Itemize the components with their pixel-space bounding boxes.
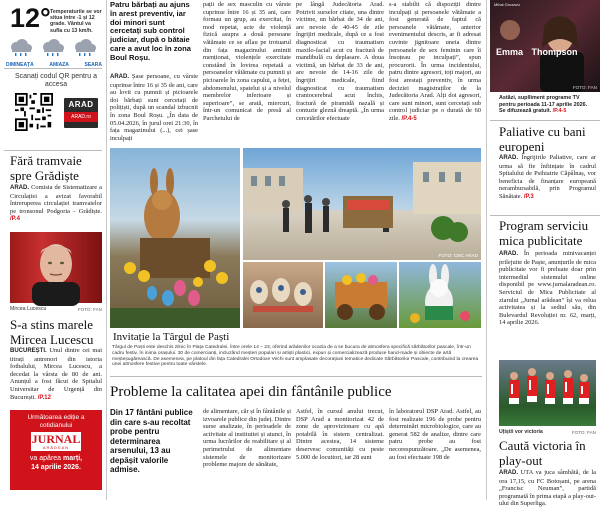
service-text: ARAD. În perioada minivacanței prilejuite de Paște, anunțurile de mica publicitate vor fi preluate doar prin intermediul sistemului online disponibil pe www.jurnalaradean.ro. Serviciul de Mica Publicitate al ziarului „Jurnal arădean” își va relua activitatea și la sediul său, din Bulevardul Revoluției nr. 62, marți, 14 aprilie 2026. [499, 250, 596, 327]
promo-logo: JURNAL ARĂDEAN [31, 432, 81, 450]
market-title[interactable]: Invitație la Târgul de Paști [113, 331, 230, 343]
lucescu-photo [10, 232, 102, 303]
weather-noon: AMIAZA [49, 62, 69, 68]
arad-badge: ARAD ARAD.ro [64, 98, 98, 128]
lucescu-title[interactable]: S-a stins marele Mircea Lucescu [10, 317, 94, 347]
water-col3: Astfel, în cursul anului trecut, DSP Arad a monitorizat 42 de zone de aprovizionare cu apă potabilă în sistem centralizat. Dintre acestea, 14 sisteme deservesc comunități cu peste 5.000 de locuitori, iar 28 sunt [296, 408, 384, 461]
weather-morning: DIMINEAȚA [6, 62, 34, 68]
water-col4: în laboratorul DSP Arad. Astfel, au fost realizate 196 de probe pentru determinări microbiologice, care au generat 582 de analize, dintre care patru probe au fost necorespunzătoare. „De asemenea, au fost efectuate 198 de [389, 408, 481, 461]
cloud-icon [6, 38, 102, 56]
market-photo-square [243, 148, 481, 260]
tv-photo [490, 0, 600, 92]
tram-text: ARAD. Comisia de Sistematizare a Circulației a avizat favorabil întreruperea circulației tramvaielor pe tronsonul Podgoria - Grădiște. /P.4 [10, 184, 102, 223]
arrest-title[interactable]: Patru bărbați au ajuns în arest preventiv, iar doi minori sunt cercetați sub control judiciar, după o bătaie care a avut loc în zona Boul Roșu. [110, 0, 192, 62]
arrest-col2: pații de sex masculin cu vârste cuprinse între 16 și 35 ani, care formau un grup, au exercitat, în mod repetat, acte de violență fizică asupra a două persoane vătămate ce se aflau pe trotuarul din fața magazinului amintit menționat, violențele exercitate constând în lovirea repetată a persoanelor vătămate cu pumnii și picioarele în zona capului, a feței, abdomenului, spatelui și a nivelul membrelor inferioare și superioare”, se arată, miercuri, într-un comunicat de presă al Parchetului de [203, 1, 291, 122]
tv-credit: FOTO: FAN [572, 85, 597, 90]
arrest-col4: s-a stabilit că dispoziții dintre inculpați și persoanele vătămate a fost generată de faptul că persoanele vătămate, anterior evenimentului descris, ar fi adresat cuvinte jignitoare uneia dintre persoanele de sex feminin care îi însoțeau pe inculpați”, spun procurorii. În urma incidentului, patru dintre agresori, toți majori, au fost arestați preventiv, în urma deciziei magistraților de la Judecătoria Arad. Alți doi agresori, care sunt minori, sunt cercetați sub control judiciar pe o durată de 60 zile. /P.4-5 [389, 1, 481, 122]
palliative-title[interactable]: Paliative cu bani europeni [499, 124, 586, 154]
promo-line2: va apărea [29, 455, 64, 462]
tv-name-caption: Mihai Grozavu [494, 2, 520, 7]
water-deck: Din 17 fântâni publice din care s-au recoltat probe pentru determinarea arsenului, 13 au depășit valorile admise. [110, 408, 193, 474]
tram-title[interactable]: Fără tramvaie spre Grădiște [10, 153, 82, 183]
uta-title[interactable]: Caută victoria în play-out [499, 438, 586, 468]
qr-code-icon [15, 93, 53, 131]
palliative-text: ARAD. Îngrijirile Paliative, care ar urma să fie înființate în cadrul Spitalului de Psihiatrie Căpâlnaș, vor beneficia de finanțare europeană nerambursabilă, prin Programul Sănătate. /P.3 [499, 154, 596, 200]
weather-note: Temperaturile se vor situa între -1 și 12 grade. Vântul va sufla cu 13 km/h. [50, 9, 102, 34]
promo-line1: Următoarea ediție a cotidianului [27, 414, 85, 429]
weather-evening: SEARA [84, 62, 102, 68]
uta-text: ARAD. UTA va juca sâmbătă, de la ora 17,15, cu FC Botoșani, pe arena „Francisc Neuman”, partidă programată în prima etapă a play-out-ului din Superliga. [499, 469, 596, 508]
market-credit: FOTO: CMC ARAD [438, 253, 478, 258]
lucescu-credit: FOTO: FAN [77, 307, 102, 312]
qr-code[interactable] [15, 93, 53, 131]
uta-credit: FOTO: FAN [571, 430, 596, 435]
lucescu-caption: Mircea Lucescu [10, 306, 47, 312]
arrest-col3: pe lângă Judecătoria Arad. Potrivit surselor citate, una dintre victime, un bărbat de 34 de ani, are nevoie de 40-45 de zile îngrijiri medicale, după ce a fost diagnosticat cu traumatism maxilo-facial acut cu fractură de mandibulă cu deplasare. A doua victimă, un bărbat de 33 de ani, are nevoie de 14-16 zile de îngrijiri medicale, fiind diagnosticat cu traumatism craniocerebral acut închis, fractură de piramidă nazală și contuzie gleznă dreaptă. „În urma cercetărilor efectuate [296, 1, 384, 122]
market-photo-cart [325, 262, 397, 328]
water-title[interactable]: Probleme la calitatea apei din fântânile publice [110, 384, 392, 400]
lucescu-text: BUCUREȘTI. Unul dintre cei mai titrați antrenori din istoria fotbalului, Mircea Lucescu, a decedat la vârsta de 80 de ani. Anunțul a fost făcut de Spitalul Universitar de Urgență din București. /P.12 [10, 347, 102, 401]
market-text: Târgul de Paști este deschis zilnic în Piața Catedralei, între orele 14 – 23, oferind arădenilor ocazia de a se bucura de atmosfera specifică sărbătorilor pascale, într-un cadru festiv, în inima orașului. 30 de comercianți, incluzând meșteri populari și artiști plastici, expun și comercializează produse hand-made și obiecte de artă meșteșugărească. De asemenea, pe platoul din fața Catedralei Ortodoxe Vechi sunt amplasate decorațiuni tematice dedicate Sărbătorilor Pascale, contribuind la crearea unei atmosfere festive pentru toate vârstele. [112, 345, 479, 368]
market-photo-crafts [243, 262, 323, 328]
weather-temperature: 12° [10, 3, 51, 33]
next-edition-promo [10, 410, 102, 490]
tv-caption: Astăzi, suplliment programe TV pentru perioada 11-17 aprilie 2026. Se difuzează gratuit. /P.4-5 [499, 95, 588, 114]
weather-icons [6, 38, 102, 68]
uta-caption: Uțiștii vor victoria [499, 429, 543, 435]
arrest-col1: ARAD. Șase persoane, cu vârste cuprinse între 16 și 35 de ani, care au lovit cu pumnii și picioarele doi bărbați sunt cercetați de polițiști, după un scandal izbucnit în zona Boul Roșu. „În data de 05.04.2026, în jurul orei 21:30, în fața magazinului (...), cei șase inculpați [110, 73, 198, 142]
promo-date: 14 aprilie 2026. [31, 464, 81, 471]
market-photo-main [110, 148, 240, 328]
water-col2: de alimentare, căr și în fântânile și izvoarele publice din județ. Dintre surse analizate, în perioadele de activitate al institutiei și atunci, în urma lucrărilor de reabilitare și al perimetrului de alimentare sistemele de monitorizare probleme majore de sănătate, [203, 408, 291, 469]
market-photo-bunny [399, 262, 481, 328]
service-title[interactable]: Program serviciu mica publicitate [499, 218, 589, 248]
promo-day: marți, [63, 455, 83, 462]
uta-photo [499, 360, 596, 426]
tv-names: Emma Thompson [496, 47, 578, 57]
qr-text: Scanați codul QR pentru a accesa [14, 73, 98, 89]
